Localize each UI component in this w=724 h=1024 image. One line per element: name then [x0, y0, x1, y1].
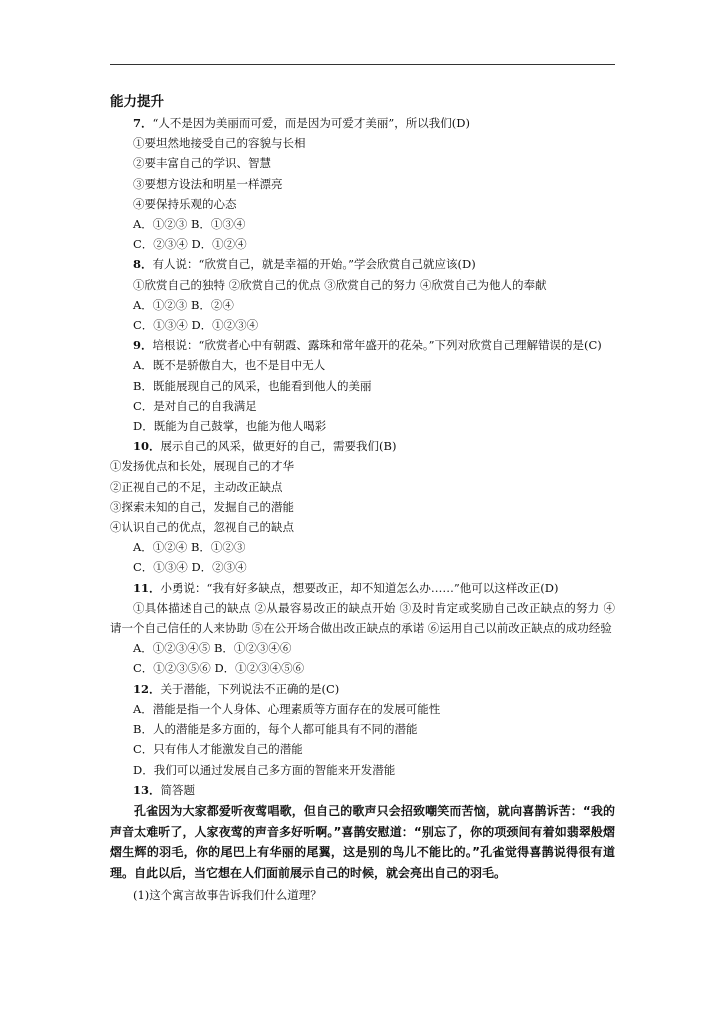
question-8 [110, 254, 615, 274]
answer-option: C．只有伟人才能激发自己的潜能 [133, 742, 303, 757]
header-rule [110, 64, 615, 65]
worksheet-page [110, 92, 615, 905]
question-10 [110, 436, 615, 456]
question-9 [110, 335, 615, 355]
question-number: 8． [133, 257, 153, 272]
answer-options: C．②③④ D．①②④ [133, 237, 247, 252]
statement-items: ①具体描述自己的缺点 ②从最容易改正的缺点开始 ③及时肯定或奖励自己改正缺点的努力 ④请一个自己信任的人来协助 ⑤在公开场合做出改正缺点的承诺 ⑥运用自己以前改正缺点的成功经验 [110, 600, 615, 636]
fable-passage: 孔雀因为大家都爱听夜莺唱歌，但自己的歌声只会招致嘲笑而苦恼，就向喜鹊诉苦：“我的声音太难听了，人家夜莺的声音多好听啊。”喜鹊安慰道：“别忘了，你的项颈间有着如翡翠般熠熠生辉的羽毛，你的尾巴上有华丽的尾翼，这是别的鸟儿不能比的。”孔雀觉得喜鹊说得很有道理。自此以后，当它想在人们面前展示自己的时候，就会亮出自己的羽毛。 [110, 803, 615, 880]
statement-item: ④认识自己的优点，忽视自己的缺点 [110, 520, 294, 535]
question-12 [110, 679, 615, 699]
statement-items: ①欣赏自己的独特 ②欣赏自己的优点 ③欣赏自己的努力 ④欣赏自己为他人的奉献 [133, 277, 547, 292]
answer-option: D．我们可以通过发展自己多方面的智能来开发潜能 [133, 762, 396, 777]
question-stem: 有人说：“欣赏自己，就是幸福的开始。”学会欣赏自己就应该(D) [152, 257, 476, 272]
answer-option: D．既能为自己鼓掌，也能为他人喝彩 [133, 419, 327, 434]
answer-options: C．①③④ D．②③④ [133, 560, 247, 575]
question-13 [110, 780, 615, 800]
answer-options: A．①②③ B．②④ [133, 297, 234, 312]
answer-options: C．①②③⑤⑥ D．①②③④⑤⑥ [133, 661, 305, 676]
question-number: 13． [133, 782, 161, 797]
answer-option: C．是对自己的自我满足 [133, 398, 257, 413]
question-stem: 展示自己的风采，做更好的自己，需要我们(B) [160, 439, 397, 454]
question-number: 7． [133, 116, 153, 130]
question-stem: 简答题 [160, 782, 196, 797]
question-11 [110, 578, 615, 598]
answer-options: A．①②④ B．①②③ [133, 540, 246, 555]
answer-options: A．①②③ B．①③④ [133, 217, 246, 232]
section-title: 能力提升 [110, 94, 164, 110]
answer-options: A．①②③④⑤ B．①②③④⑥ [133, 641, 292, 656]
question-stem: 关于潜能，下列说法不正确的是(C) [160, 681, 340, 696]
answer-option: A．既不是骄傲自大，也不是目中无人 [133, 358, 326, 373]
question-7 [110, 113, 615, 133]
answer-option: A．潜能是指一个人身体、心理素质等方面存在的发展可能性 [133, 701, 441, 716]
question-number: 12． [133, 681, 161, 696]
question-stem: “人不是因为美丽而可爱，而是因为可爱才美丽”，所以我们(D) [152, 116, 470, 130]
question-number: 9． [133, 338, 153, 353]
answer-options: C．①③④ D．①②③④ [133, 318, 259, 333]
statement-item: ①要坦然地接受自己的容貌与长相 [133, 136, 306, 151]
question-stem: 小勇说：“我有好多缺点，想要改正，却不知道怎么办……”他可以这样改正(D) [160, 580, 559, 595]
statement-item: ②正视自己的不足，主动改正缺点 [110, 479, 283, 494]
answer-option: B．既能展现自己的风采，也能看到他人的美丽 [133, 378, 372, 393]
statement-item: ①发扬优点和长处，展现自己的才华 [110, 459, 294, 474]
answer-option: B．人的潜能是多方面的，每个人都可能具有不同的潜能 [133, 722, 418, 737]
statement-item: ④要保持乐观的心态 [133, 196, 237, 211]
statement-item: ②要丰富自己的学识、智慧 [133, 156, 271, 171]
question-number: 11． [133, 580, 161, 595]
statement-item: ③要想方设法和明星一样漂亮 [133, 176, 283, 191]
sub-question: (1)这个寓言故事告诉我们什么道理？ [133, 888, 322, 903]
question-number: 10． [133, 439, 161, 454]
question-stem: 培根说：“欣赏者心中有朝霞、露珠和常年盛开的花朵。”下列对欣赏自己理解错误的是(C) [152, 338, 602, 353]
statement-item: ③探索未知的自己，发掘自己的潜能 [110, 499, 294, 514]
